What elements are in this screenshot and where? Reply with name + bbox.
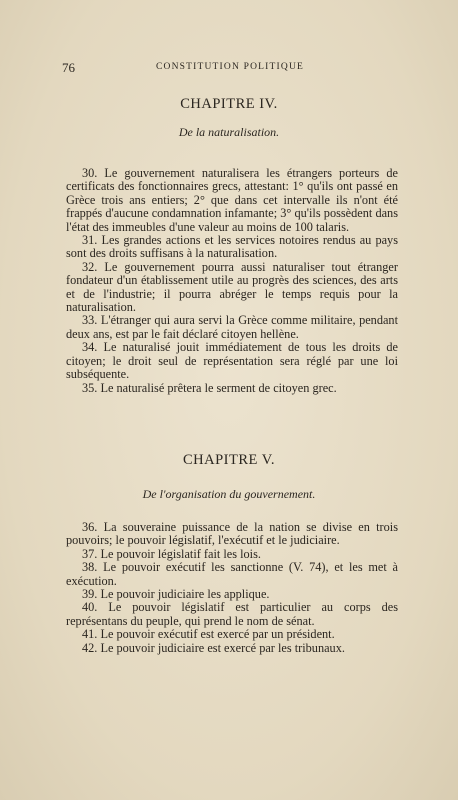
chapter-4-subtitle: De la naturalisation. <box>178 125 280 139</box>
chapter-4-articles <box>66 167 398 395</box>
article-37: 37. Le pouvoir législatif fait les lois. <box>82 546 261 561</box>
article-31: 31. Les grandes actions et les services notoires rendus au pays sont des droits suffisans à la naturalisation. <box>66 233 398 261</box>
running-title: CONSTITUTION POLITIQUE <box>155 62 305 72</box>
article-30: 30. Le gouvernement naturalisera les étrangers porteurs de certificats des fonctionnaires grecs, attestant: 1° qu'ils ont passé en Grèce trois ans entiers; 2° que dans cet intervalle ils n'ont été frappés d'aucune condamnation infamante; 3° qu'ils possèdent dans l'état des immeubles d'une valeur au moins de 100 talaris. <box>66 166 398 234</box>
article-36: 36. La souveraine puissance de la nation se divise en trois pouvoirs; le pouvoir législatif, l'exécutif et le judiciaire. <box>66 520 398 548</box>
chapter-4-title: CHAPITRE IV. <box>180 96 278 112</box>
article-38: 38. Le pouvoir exécutif les sanctionne (V. 74), et les met à exécution. <box>66 560 398 588</box>
article-40: 40. Le pouvoir législatif est particulier au corps des représentans du peuple, qui prend le nom de sénat. <box>66 600 398 628</box>
article-34: 34. Le naturalisé jouit immédiatement de tous les droits de citoyen; le droit seul de représentation sera réglé par une loi subséquente. <box>66 340 398 382</box>
page-header <box>62 60 398 76</box>
chapter-5-title: CHAPITRE V. <box>183 452 275 468</box>
chapter-5-subtitle: De l'organisation du gouvernement. <box>142 487 316 501</box>
page-number: 76 <box>62 60 75 75</box>
article-35: 35. Le naturalisé prêtera le serment de citoyen grec. <box>82 380 337 395</box>
article-33: 33. L'étranger qui aura servi la Grèce comme militaire, pendant deux ans, est par le fait déclaré citoyen hellène. <box>66 313 398 341</box>
article-39: 39. Le pouvoir judiciaire les applique. <box>82 587 270 602</box>
article-41: 41. Le pouvoir exécutif est exercé par un président. <box>82 627 335 642</box>
article-42: 42. Le pouvoir judiciaire est exercé par les tribunaux. <box>82 640 345 655</box>
article-32: 32. Le gouvernement pourra aussi naturaliser tout étranger fondateur d'un établissement utile au progrès des sciences, des arts et de l'industrie; il pourra abréger le temps requis pour la naturalisation. <box>66 259 398 315</box>
chapter-5-articles <box>66 521 398 655</box>
